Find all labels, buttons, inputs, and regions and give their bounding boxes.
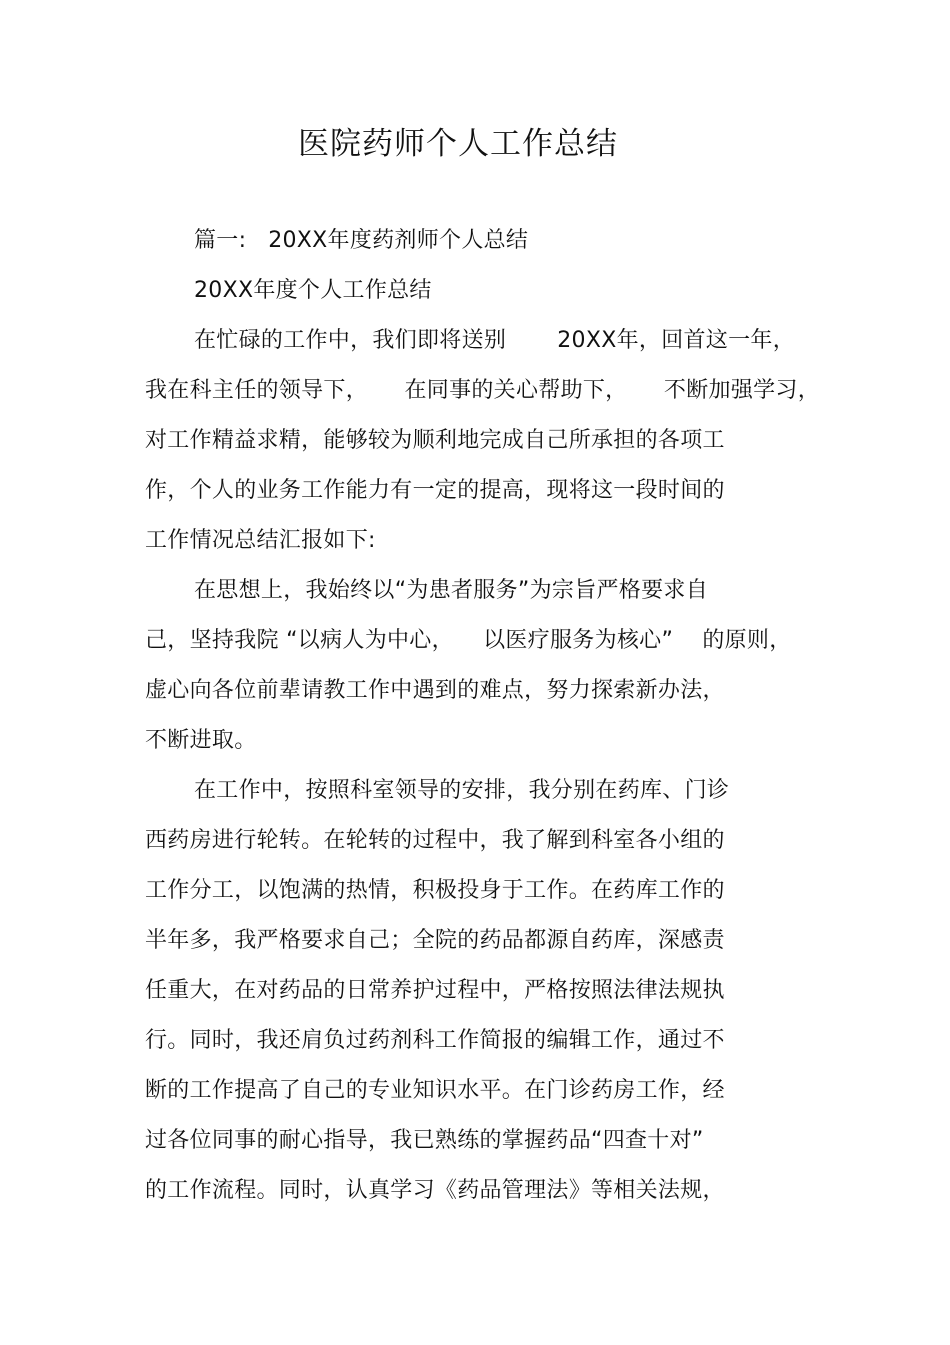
section-heading: 篇一: 20XX年度药剂师个人总结 <box>194 228 529 253</box>
document-title: 医院药师个人工作总结 <box>298 126 618 162</box>
paragraph-line: 在忙碌的工作中，我们即将送别 20XX年，回首这一年， <box>194 328 795 353</box>
paragraph-line: 任重大，在对药品的日常养护过程中，严格按照法律法规执 <box>145 978 725 1003</box>
paragraph-line: 工作分工，以饱满的热情，积极投身于工作。在药库工作的 <box>145 878 725 903</box>
paragraph-line: 虚心向各位前辈请教工作中遇到的难点，努力探索新办法， <box>145 678 725 703</box>
paragraph-line: 西药房进行轮转。在轮转的过程中，我了解到科室各小组的 <box>145 828 725 853</box>
paragraph-line: 的工作流程。同时，认真学习《药品管理法》等相关法规， <box>145 1178 725 1203</box>
paragraph-line: 断的工作提高了自己的专业知识水平。在门诊药房工作，经 <box>145 1078 725 1103</box>
paragraph-line: 对工作精益求精，能够较为顺利地完成自己所承担的各项工 <box>145 428 725 453</box>
paragraph-line: 行。同时，我还肩负过药剂科工作简报的编辑工作，通过不 <box>145 1028 725 1053</box>
paragraph-line: 己，坚持我院 “以病人为中心， 以医疗服务为核心” 的原则， <box>145 628 792 653</box>
paragraph-line: 在思想上，我始终以“为患者服务”为宗旨严格要求自 <box>194 578 708 603</box>
paragraph-line: 过各位同事的耐心指导，我已熟练的掌握药品“四查十对” <box>145 1128 704 1153</box>
paragraph-line: 半年多，我严格要求自己；全院的药品都源自药库，深感责 <box>145 928 725 953</box>
paragraph-line: 不断进取。 <box>145 728 257 753</box>
subtitle-line: 20XX年度个人工作总结 <box>194 278 432 303</box>
paragraph-line: 工作情况总结汇报如下: <box>145 528 376 553</box>
paragraph-line: 作，个人的业务工作能力有一定的提高，现将这一段时间的 <box>145 478 725 503</box>
paragraph-line: 我在科主任的领导下， 在同事的关心帮助下， 不断加强学习， <box>145 378 821 403</box>
paragraph-line: 在工作中，按照科室领导的安排，我分别在药库、门诊 <box>194 778 730 803</box>
